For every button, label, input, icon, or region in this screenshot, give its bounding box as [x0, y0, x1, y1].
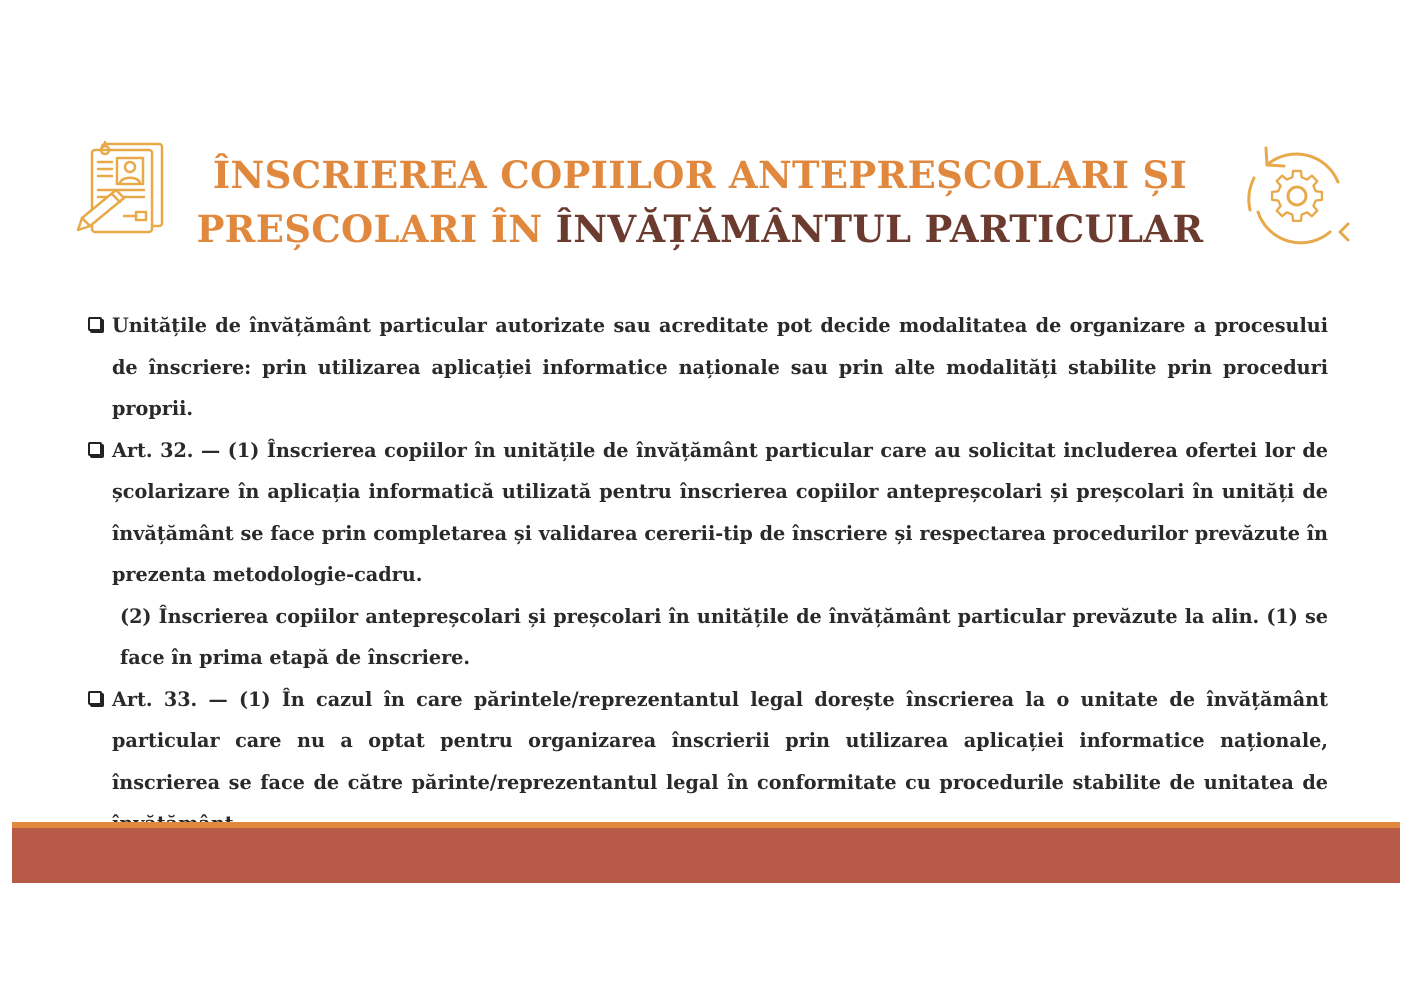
title-line-2-brown: ÎNVĂȚĂMÂNTUL PARTICULAR — [555, 207, 1204, 251]
title-line-1: ÎNSCRIEREA COPIILOR ANTEPREȘCOLARI ȘI — [212, 153, 1188, 197]
article-list — [85, 305, 1328, 845]
checkbox-bullet-icon — [88, 317, 102, 331]
list-item-text: Unitățile de învățământ particular autorizate sau acreditate pot decide modalitatea de organizare a procesului de înscriere: prin utilizarea aplicației informatice naționale sau prin alte modalități stabilite prin proceduri proprii. — [112, 314, 1328, 420]
list-item-3 — [85, 679, 1328, 845]
gear-refresh-icon — [1240, 140, 1355, 255]
title-line-2 — [180, 202, 1220, 256]
checkbox-bullet-icon — [88, 691, 102, 705]
footer-decorative-bar — [12, 822, 1400, 883]
title-line-2-orange: PREȘCOLARI ÎN — [196, 207, 556, 251]
list-item-2 — [85, 430, 1328, 596]
page-title — [180, 148, 1220, 256]
list-item-text: Art. 32. — (1) Înscrierea copiilor în unitățile de învățământ particular care au solicitat includerea ofertei lor de școlarizare în aplicația informatică utilizată pentru înscrierea copiilor antepreșcolari și preșcolari în unități de învățământ se face prin completarea și validarea cererii-tip de înscriere și respectarea procedurilor prevăzute în prezenta metodologie-cadru. — [112, 438, 1328, 586]
checkbox-bullet-icon — [88, 442, 102, 456]
list-item-text: Art. 33. — (1) În cazul în care părintele/reprezentantul legal dorește înscrierea la o unitate de învățământ particular care nu a optat pentru organizarea înscrierii prin utilizarea aplicației informatice naționale, înscrierea se face de către părinte/reprezentantul legal în conformitate cu procedurile stabilite de unitatea de — [112, 687, 1328, 794]
document-profile-icon — [72, 138, 172, 238]
list-item-1 — [85, 305, 1328, 430]
list-item-2-paragraph-2: (2) Înscrierea copiilor antepreșcolari și preșcolari în unitățile de învățământ particular prevăzute la alin. (1) se face în prima etapă de înscriere. — [120, 604, 1328, 669]
